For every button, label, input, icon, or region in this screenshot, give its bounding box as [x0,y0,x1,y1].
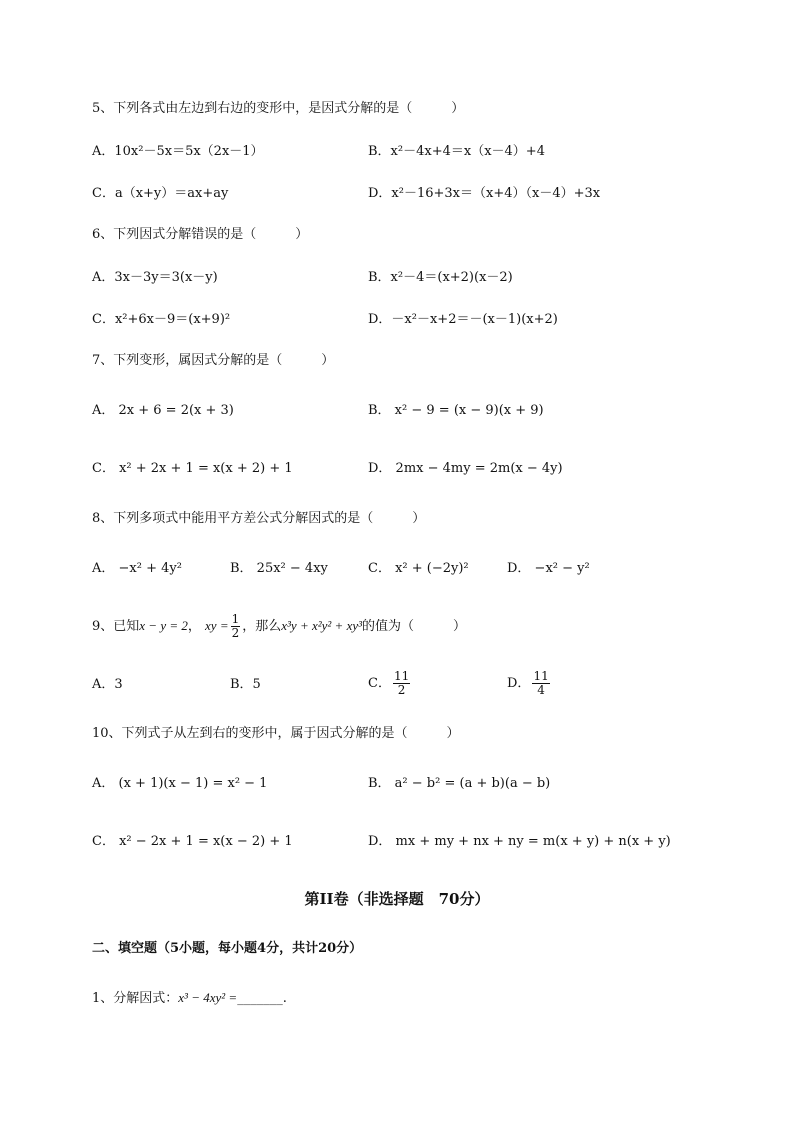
section2-title: 二、填空题（5小题，每小题4分，共计20分） [92,941,363,956]
q6-option-b: B．x²－4＝(x+2)(x－2) [368,270,513,285]
q5-option-a: A．10x²－5x＝5x（2x－1） [92,144,264,159]
q9-option-c [368,666,412,702]
fill-q1-blank[interactable]: _______. [237,991,287,1006]
q7-option-b: B． x² − 9 = (x − 9)(x + 9) [368,403,544,418]
q9-condition-2: xy = [205,618,229,633]
q8-option-b: B． 25x² − 4xy [230,561,328,576]
q10-option-b: B． a² − b² = (a + b)(a − b) [368,776,551,791]
q5-stem: 5、下列各式由左边到右边的变形中，是因式分解的是（ ） [92,101,465,116]
q9-option-d-num: 11 [533,669,549,683]
q9-option-b: B．5 [230,677,261,692]
q6-option-d: D．－x²－x+2＝－(x－1)(x+2) [368,312,558,327]
q9-option-d-label: D． [507,676,531,691]
q6-option-a: A．3x－3y＝3(x－y) [92,270,218,285]
q9-option-c-den: 2 [397,683,406,697]
q7-option-d: D． 2mx − 4my = 2m(x − 4y) [368,461,563,476]
q9-expression: x³y + x²y² + xy³ [281,618,363,633]
q9-stem [92,612,466,641]
q5-option-d: D．x²－16+3x＝（x+4）（x－4）+3x [368,186,601,201]
q9-option-d-den: 4 [537,683,545,697]
q9-prefix: 9、已知 [92,619,140,634]
q6-option-c: C．x²+6x－9＝(x+9)² [92,312,231,327]
q8-option-c: C． x² + (−2y)² [368,561,469,576]
q8-option-a: A． −x² + 4y² [92,561,182,576]
fill-q1 [92,989,287,1008]
q10-option-a: A． (x + 1)(x − 1) = x² − 1 [92,776,268,791]
q9-option-c-fraction [393,670,410,697]
q9-option-d-fraction [532,670,549,697]
q5-option-b: B．x²－4x+4＝x（x－4）+4 [368,144,545,159]
part2-title: 第II卷（非选择题 70分） [304,890,490,908]
q9-fraction-half [231,613,241,640]
q9-fraction-num: 1 [231,612,240,626]
q9-option-c-num: 11 [393,669,410,683]
q10-stem: 10、下列式子从左到右的变形中，属于因式分解的是（ ） [92,726,460,741]
q9-condition-1: x − y = 2 [139,618,188,633]
q9-separator: ， [187,619,201,634]
q10-option-c: C． x² − 2x + 1 = x(x − 2) + 1 [92,834,293,849]
q9-fraction-den: 2 [231,626,240,640]
q9-option-a: A．3 [92,677,123,692]
q8-option-d: D． −x² − y² [507,561,590,576]
q9-suffix: 的值为（ ） [362,619,467,634]
q7-option-c: C． x² + 2x + 1 = x(x + 2) + 1 [92,461,293,476]
q9-option-d [507,666,552,702]
q8-stem: 8、下列多项式中能用平方差公式分解因式的是（ ） [92,511,426,526]
q7-option-a: A． 2x + 6 = 2(x + 3) [92,403,234,418]
q5-option-c: C．a（x+y）＝ax+ay [92,186,229,201]
fill-q1-expression: x³ − 4xy² = [178,990,238,1005]
fill-q1-prefix: 1、分解因式： [92,991,179,1006]
q6-stem: 6、下列因式分解错误的是（ ） [92,227,309,242]
q9-mid: ，那么 [242,619,282,634]
q9-option-c-label: C． [368,676,391,691]
q7-stem: 7、下列变形，属因式分解的是（ ） [92,353,335,368]
q10-option-d: D． mx + my + nx + ny = m(x + y) + n(x + y) [368,834,671,849]
